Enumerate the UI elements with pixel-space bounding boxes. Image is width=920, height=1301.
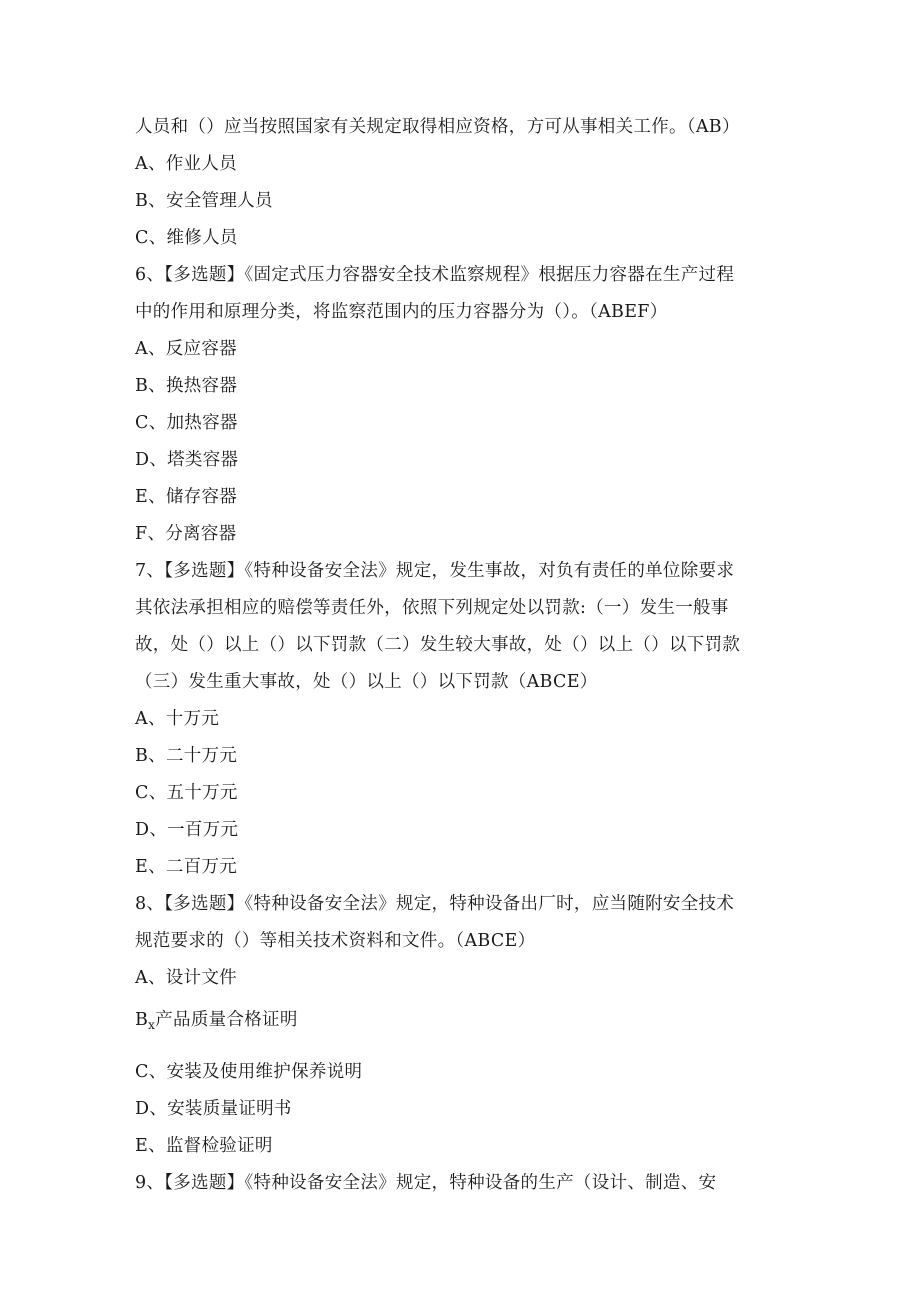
option-line: D、一百万元 xyxy=(135,820,239,840)
question-line: 规范要求的（）等相关技术资料和文件。（ABCE） xyxy=(135,931,536,951)
question-line: 其依法承担相应的赔偿等责任外，依照下列规定处以罚款:（一）发生一般事 xyxy=(135,598,729,618)
question-line: 中的作用和原理分类，将监察范围内的压力容器分为（）。（ABEF） xyxy=(135,302,668,322)
option-letter-subscript: x xyxy=(148,1018,156,1032)
text-line: 人员和（）应当按照国家有关规定取得相应资格，方可从事相关工作。（AB） xyxy=(135,117,740,137)
option-line: C、加热容器 xyxy=(135,413,238,433)
question-line: 7、【多选题】《特种设备安全法》规定，发生事故，对负有责任的单位除要求 xyxy=(135,561,735,581)
option-line: F、分离容器 xyxy=(135,524,237,544)
option-line xyxy=(135,1009,298,1036)
option-line: E、储存容器 xyxy=(135,487,238,507)
question-line: 故，处（）以上（）以下罚款（二）发生较大事故，处（）以上（）以下罚款 xyxy=(135,635,741,655)
option-line: A、十万元 xyxy=(135,709,220,729)
option-line: A、设计文件 xyxy=(135,968,237,988)
question-line: 9、【多选题】《特种设备安全法》规定，特种设备的生产（设计、制造、安 xyxy=(135,1173,717,1193)
option-letter: B xyxy=(135,1010,149,1030)
option-text: 产品质量合格证明 xyxy=(155,1010,298,1030)
option-line: C、安装及使用维护保养说明 xyxy=(135,1062,363,1082)
question-line: 8、【多选题】《特种设备安全法》规定，特种设备出厂时，应当随附安全技术 xyxy=(135,894,735,914)
option-line: B、换热容器 xyxy=(135,376,238,396)
option-line: A、作业人员 xyxy=(135,154,237,174)
option-line: B、安全管理人员 xyxy=(135,191,273,211)
option-line: D、安装质量证明书 xyxy=(135,1099,292,1119)
option-line: A、反应容器 xyxy=(135,339,237,359)
option-line: C、五十万元 xyxy=(135,783,238,803)
question-line: （三）发生重大事故，处（）以上（）以下罚款（ABCE） xyxy=(135,672,598,692)
option-line: E、监督检验证明 xyxy=(135,1136,273,1156)
option-line: D、塔类容器 xyxy=(135,450,239,470)
option-line: E、二百万元 xyxy=(135,857,238,877)
option-line: B、二十万元 xyxy=(135,746,238,766)
option-line: C、维修人员 xyxy=(135,228,238,248)
question-line: 6、【多选题】《固定式压力容器安全技术监察规程》根据压力容器在生产过程 xyxy=(135,265,735,285)
